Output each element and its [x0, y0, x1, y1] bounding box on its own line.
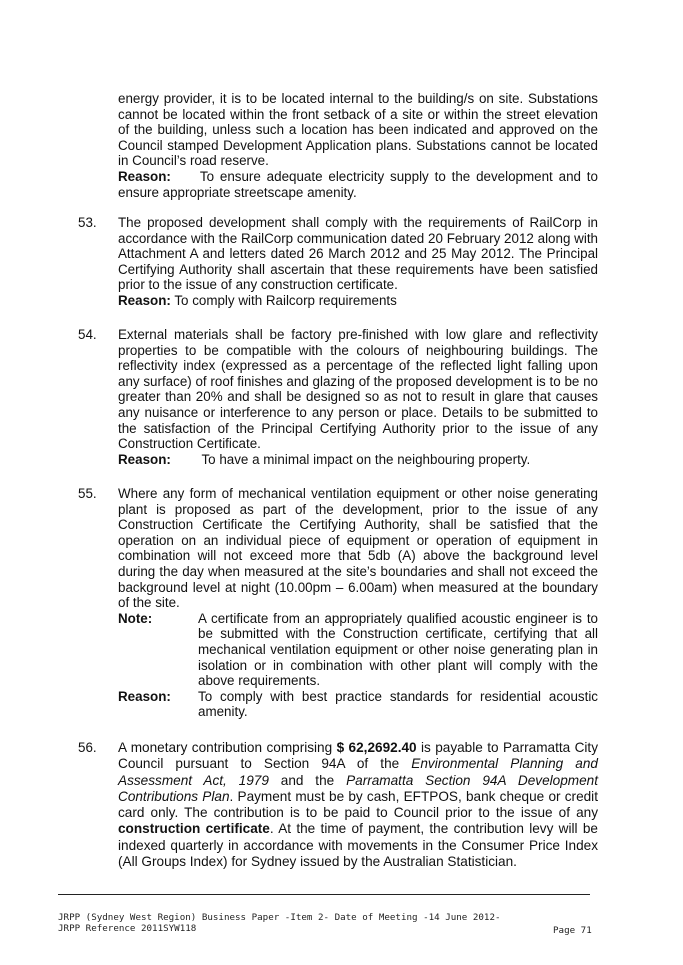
reason-text: To comply with Railcorp requirements [174, 292, 397, 308]
condition-body [118, 486, 598, 720]
reason-label: Reason: [118, 451, 171, 467]
note-label: Note: [118, 610, 153, 626]
intro-reason-label: Reason: [118, 168, 171, 184]
condition-number: 54. [78, 327, 97, 342]
intro-reason-text: To ensure adequate electricity supply to the development and to ensure appropriate streetscape amenity. [118, 168, 598, 200]
condition-number: 53. [78, 215, 97, 230]
condition-body [118, 327, 598, 467]
contribution-text-4: . Payment must be by cash, EFTPOS, bank cheque or credit card only. The contribution is to be paid to Council prior to the issue of any [118, 788, 598, 821]
condition-body [118, 215, 598, 309]
plan-title: Parramatta Section 94A Development Contributions Plan [118, 772, 598, 804]
contribution-text-1: A monetary contribution comprising [118, 740, 337, 755]
contribution-amount: $ 62,2692.40 [336, 740, 417, 755]
intro-reason [118, 169, 598, 200]
reason-text: To have a minimal impact on the neighbouring property. [201, 451, 531, 467]
page-number: Page 71 [553, 925, 592, 936]
intro-text: energy provider, it is to be located internal to the building/s on site. Substations cannot be located within the front setback of a site or within the street elevation of the building, unless such a location has been indicated and approved on the Council stamped Development Application plans. Substations cannot be located in Council’s road reserve. [118, 91, 598, 169]
reason-label: Reason: [118, 292, 171, 308]
condition-number: 55. [78, 486, 97, 501]
intro-paragraph [118, 91, 598, 200]
condition-reason [118, 452, 598, 468]
note-text: A certificate from an appropriately qualified acoustic engineer is to be submitted with the Construction certificate, certifying that all mechanical ventilation equipment or other noise generating plan in isolation or in combination with other plant will comply with the above requirements. [198, 610, 598, 689]
contribution-text-2: is payable to Parramatta City Council pursuant to Section 94A of the [118, 740, 599, 772]
condition-number: 56. [78, 740, 97, 755]
construction-certificate-term: construction certificate [118, 821, 270, 837]
footer-line-1: JRPP (Sydney West Region) Business Paper -Item 2- Date of Meeting -14 June 2012- [58, 912, 501, 923]
condition-text: The proposed development shall comply with the requirements of RailCorp in accordance with the RailCorp communication dated 20 February 2012 along with Attachment A and letters dated 26 March 2012 and 25 May 2012. The Principal Certifying Authority shall ascertain that these requirements have been satisfied prior to the issue of any construction certificate. [118, 215, 598, 293]
contribution-text-3: and the [268, 772, 347, 788]
act-title: Environmental Planning and Assessment Act, 1979 [118, 756, 598, 788]
condition-body [118, 740, 598, 870]
contribution-text-5: . At the time of payment, the contribution levy will be indexed quarterly in accordance with movements in the Consumer Price Index (All Groups Index) for Sydney issued by the Australian Statistician. [118, 821, 598, 870]
footer-rule [58, 894, 590, 895]
footer-line-2: JRPP Reference 2011SYW118 [58, 923, 197, 934]
reason-label: Reason: [118, 688, 171, 704]
note-reason-grid [118, 611, 598, 720]
condition-reason [118, 293, 598, 309]
condition-text: External materials shall be factory pre-finished with low glare and reflectivity properties to be compatible with the colours of neighbouring buildings. The reflectivity index (expressed as a percentage of the reflected light falling upon any surface) of roof finishes and glazing of the proposed development is to be no greater than 20% and shall be designed so as not to result in glare that causes any nuisance or interference to any person or place. Details to be submitted to the satisfaction of the Principal Certifying Authority prior to the issue of any Construction Certificate. [118, 327, 598, 452]
reason-text: To comply with best practice standards for residential acoustic amenity. [198, 688, 598, 720]
condition-text: Where any form of mechanical ventilation equipment or other noise generating plant is proposed as part of the development, prior to the issue of any Construction Certificate the Certifying Authority, shall be satisfied that the operation on an individual piece of equipment or operation of equipment in combination will not exceed more that 5db (A) above the background level during the day when measured at the site’s boundaries and shall not exceed the background level at night (10.00pm – 6.00am) when measured at the boundary of the site. [118, 486, 598, 611]
